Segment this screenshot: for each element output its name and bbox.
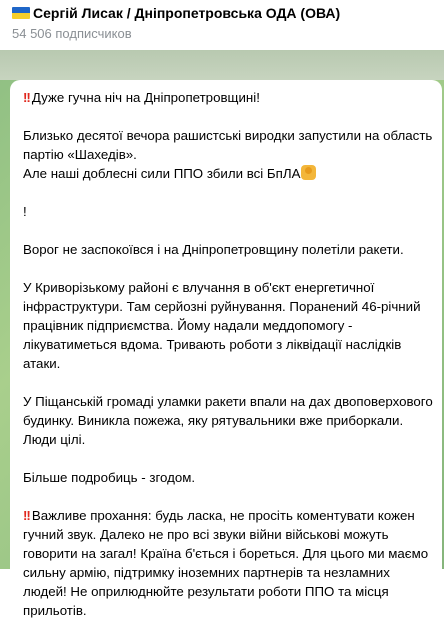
channel-title[interactable] xyxy=(12,5,340,21)
channel-header[interactable] xyxy=(0,0,444,50)
previous-message-strip xyxy=(0,50,444,80)
message-paragraph-1: !! Дуже гучна ніч на Дніпропетровщині! xyxy=(23,90,260,105)
flexed-biceps-icon xyxy=(301,165,316,180)
ukraine-flag-icon xyxy=(12,7,30,19)
message-paragraph-4: У Криворізькому районі є влучання в об'єкт енергетичної інфраструктури. Там серйозні руйнування. Поранений 46-річний працівник підприємства. Йому надали меддопомогу - лікуватиметься вдома. Тривають роботи з ліквідації наслідків атаки. xyxy=(23,280,421,371)
double-exclamation-icon: !! xyxy=(23,508,30,523)
message-text: !! Дуже гучна ніч на Дніпропетровщині! Близько десятої вечора рашистські виродки запустили на область партію «Шахедів». Але наші доблесні сили ППО збили всі БпЛА ! Ворог не заспокоївся і на Дніпропетровщину полетіли ракети. У Криворізькому районі є влучання в об'єкт енергетичної інфраструктури. Там серйозні руйнування. Поранений 46-річний працівник підприємства. Йому надали меддопомогу - лікуватиметься вдома. Тривають роботи з ліквідації наслідків атаки. У Піщанській громаді уламки ракети впали на дах двоповерхового будинку. Виникла пожежа, яку рятувальники вже приборкали. Люди цілі. Більше подробиць - згодом. !! Важливе прохання: будь ласка, не просіть коментувати кожен гучний звук. Далеко не про всі звуки війни військові можуть говорити на загал! Країна б'ється і бореться. Для цього ми маємо сильну армію, підтримку іноземних партнерів та незламних людей! Не оприлюднюйте результати роботи ППО та місця прильотів. xyxy=(23,90,433,618)
message-paragraph-2: Близько десятої вечора рашистські виродки запустили на область партію «Шахедів». Але наші доблесні сили ППО збили всі БпЛА xyxy=(23,128,433,181)
message-paragraph-7: !! Важливе прохання: будь ласка, не просіть коментувати кожен гучний звук. Далеко не про всі звуки війни військові можуть говорити на загал! Країна б'ється і бореться. Для цього ми маємо сильну армію, підтримку іноземних партнерів та незламних людей! Не оприлюднюйте результати роботи ППО та місця прильотів. xyxy=(23,508,429,618)
subscriber-count: 54 506 подписчиков xyxy=(12,26,132,41)
ukraine-flag-icon xyxy=(321,167,337,179)
channel-name: Сергій Лисак / Дніпропетровська ОДА (ОВА) xyxy=(33,5,341,21)
message-paragraph-6: Більше подробиць - згодом. xyxy=(23,470,196,485)
double-exclamation-icon: !! xyxy=(23,90,30,105)
message-paragraph-5: У Піщанській громаді уламки ракети впали на дах двоповерхового будинку. Виникла пожежа, яку рятувальники вже приборкали. Люди цілі. xyxy=(23,394,433,447)
message-paragraph-3: Ворог не заспокоївся і на Дніпропетровщину полетіли ракети. xyxy=(23,242,404,257)
